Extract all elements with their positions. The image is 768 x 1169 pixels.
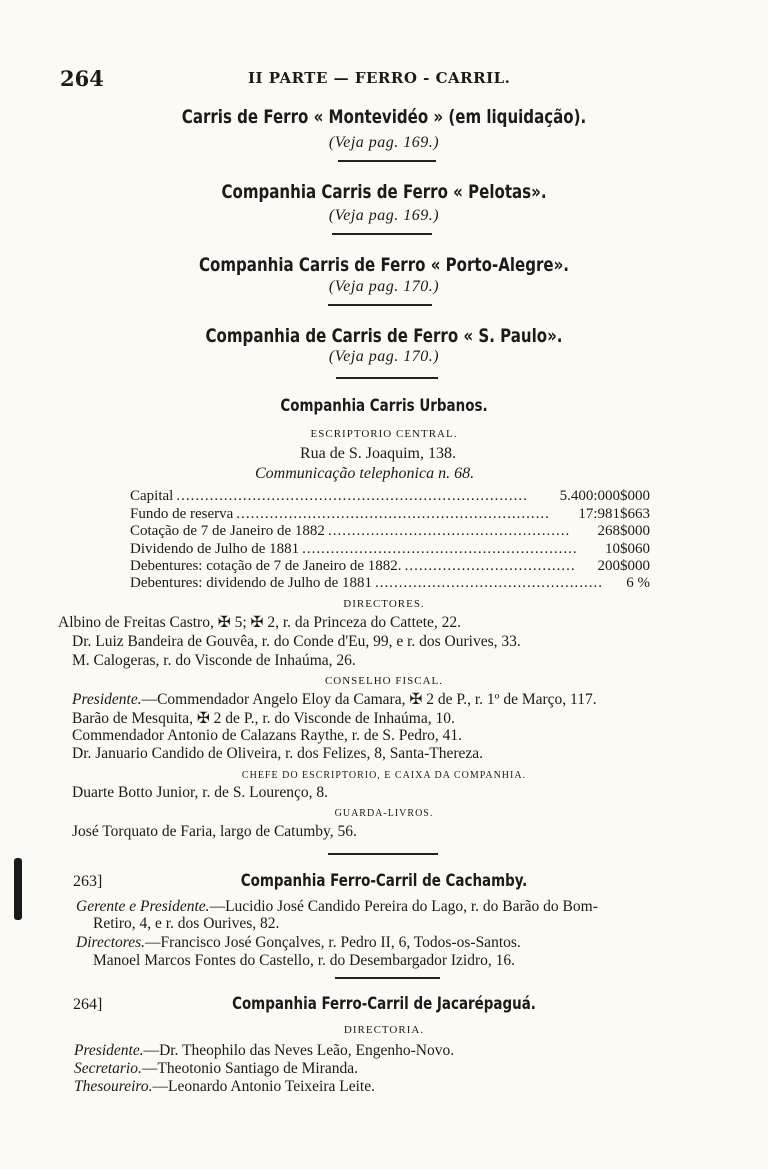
divider (335, 977, 440, 979)
company-title-porto-alegre: Companhia Carris de Ferro « Porto-Alegre». (198, 254, 570, 276)
divider (332, 233, 432, 235)
entry-number-264: 264] (73, 996, 103, 1013)
director-line: M. Calogeras, r. do Visconde de Inhaúma, 26. (72, 652, 356, 669)
council-president-label: Presidente. (72, 691, 142, 708)
finance-label: Capital (130, 488, 174, 504)
company-ref-montevideo: (Veja pag. 169.) (328, 134, 440, 151)
finance-label: Dividendo de Julho de 1881 (130, 541, 300, 557)
jacarepagua-secretary-line (74, 1060, 358, 1078)
leader-dots: ................................................ (375, 575, 604, 591)
cachamby-manager-line2: Retiro, 4, e r. dos Ourives, 82. (93, 915, 280, 932)
jacarepagua-president-line (74, 1042, 454, 1060)
council-president-text: —Commendador Angelo Eloy da Camara, ✠ 2 de P., r. 1º de Março, 117. (141, 691, 597, 708)
finance-value: 17:981$663 (578, 506, 650, 522)
finance-label: Cotação de 7 de Janeiro de 1882 (130, 523, 325, 539)
company-title-pelotas: Companhia Carris de Ferro « Pelotas». (221, 181, 547, 203)
council-line: Barão de Mesquita, ✠ 2 de P., r. do Visconde de Inhaúma, 10. (72, 710, 455, 727)
finance-value: 5.400:000$000 (559, 488, 650, 504)
company-ref-porto-alegre: (Veja pag. 170.) (328, 278, 440, 295)
divider (328, 853, 438, 855)
leader-dots: .......................................................... (302, 541, 578, 557)
urbanos-address: Rua de S. Joaquim, 138. (300, 445, 456, 462)
divider (336, 377, 438, 379)
council-line: Dr. Januario Candido de Oliveira, r. dos Felizes, 8, Santa-Thereza. (72, 745, 484, 762)
urbanos-phone: Communicação telephonica n. 68. (255, 465, 475, 482)
margin-mark (14, 858, 22, 920)
council-president-line (72, 690, 597, 709)
cachamby-directors-text: —Francisco José Gonçalves, r. Pedro II, 6, Todos-os-Santos. (145, 934, 521, 951)
director-line: Albino de Freitas Castro, ✠ 5; ✠ 2, r. da Princeza do Cattete, 22. (58, 614, 462, 631)
finance-value: 200$000 (597, 558, 650, 574)
finance-label: Debentures: cotação de 7 de Janeiro de 1882. (130, 558, 402, 574)
finance-value: 10$060 (605, 541, 650, 557)
cachamby-manager-line (76, 898, 598, 916)
council-line: Commendador Antonio de Calazans Raythe, r. de S. Pedro, 41. (72, 727, 463, 744)
jacarepagua-treasurer-text: —Leonardo Antonio Teixeira Leite. (152, 1078, 375, 1095)
company-ref-pelotas: (Veja pag. 169.) (328, 207, 440, 224)
chief-heading: CHEFE DO ESCRIPTORIO, E CAIXA DA COMPANHIA. (241, 770, 527, 781)
leader-dots: .................................... (404, 558, 576, 574)
leader-dots: .................................................................. (236, 506, 550, 522)
finance-value: 268$000 (597, 523, 650, 539)
divider (338, 160, 436, 162)
finance-value: 6 % (626, 575, 650, 591)
bookkeeper-line: José Torquato de Faria, largo de Catumby, 56. (72, 823, 357, 840)
jacarepagua-treasurer-line (74, 1078, 375, 1096)
director-line: Dr. Luiz Bandeira de Gouvêa, r. do Conde d'Eu, 99, e r. dos Ourives, 33. (72, 633, 521, 650)
jacarepagua-president-text: —Dr. Theophilo das Neves Leão, Engenho-Novo. (143, 1042, 455, 1059)
council-heading: CONSELHO FISCAL. (324, 675, 444, 687)
finance-label: Debentures: dividendo de Julho de 1881 (130, 575, 373, 591)
page-number: 264 (60, 66, 104, 91)
jacarepagua-secretary-text: —Theotonio Santiago de Miranda. (141, 1060, 358, 1077)
company-title-montevideo: Carris de Ferro « Montevidéo » (em liquidação). (181, 106, 587, 128)
company-ref-sao-paulo: (Veja pag. 170.) (328, 348, 440, 365)
cachamby-directors-label: Directores. (76, 934, 146, 951)
chief-line: Duarte Botto Junior, r. de S. Lourenço, 8. (72, 784, 328, 801)
bookkeeper-heading: GUARDA-LIVROS. (334, 808, 434, 819)
jacarepagua-secretary-label: Secretario. (74, 1060, 142, 1077)
finance-label: Fundo de reserva (130, 506, 234, 522)
urbanos-title: Companhia Carris Urbanos. (280, 396, 488, 416)
divider (328, 304, 432, 306)
company-title-sao-paulo: Companhia de Carris de Ferro « S. Paulo». (205, 325, 563, 347)
leader-dots: .......................................................................... (176, 488, 528, 504)
cachamby-manager-label: Gerente e Presidente. (76, 898, 210, 915)
cachamby-directors-line2: Manoel Marcos Fontes do Castello, r. do Desembargador Izidro, 16. (93, 952, 516, 969)
cachamby-title: Companhia Ferro-Carril de Cachamby. (240, 871, 528, 891)
cachamby-directors-line (76, 934, 521, 952)
jacarepagua-president-label: Presidente. (74, 1042, 144, 1059)
entry-number-263: 263] (73, 873, 103, 890)
jacarepagua-title: Companhia Ferro-Carril de Jacarépaguá. (232, 994, 536, 1014)
jacarepagua-heading: DIRECTORIA. (343, 1024, 425, 1036)
leader-dots: ................................................... (327, 523, 571, 539)
running-title: II PARTE — FERRO - CARRIL. (248, 69, 511, 87)
jacarepagua-treasurer-label: Thesoureiro. (74, 1078, 153, 1095)
cachamby-manager-text: —Lucidio José Candido Pereira do Lago, r. do Barão do Bom- (209, 898, 598, 915)
directors-heading: DIRECTORES. (343, 598, 425, 610)
urbanos-office-heading: ESCRIPTORIO CENTRAL. (310, 428, 458, 440)
